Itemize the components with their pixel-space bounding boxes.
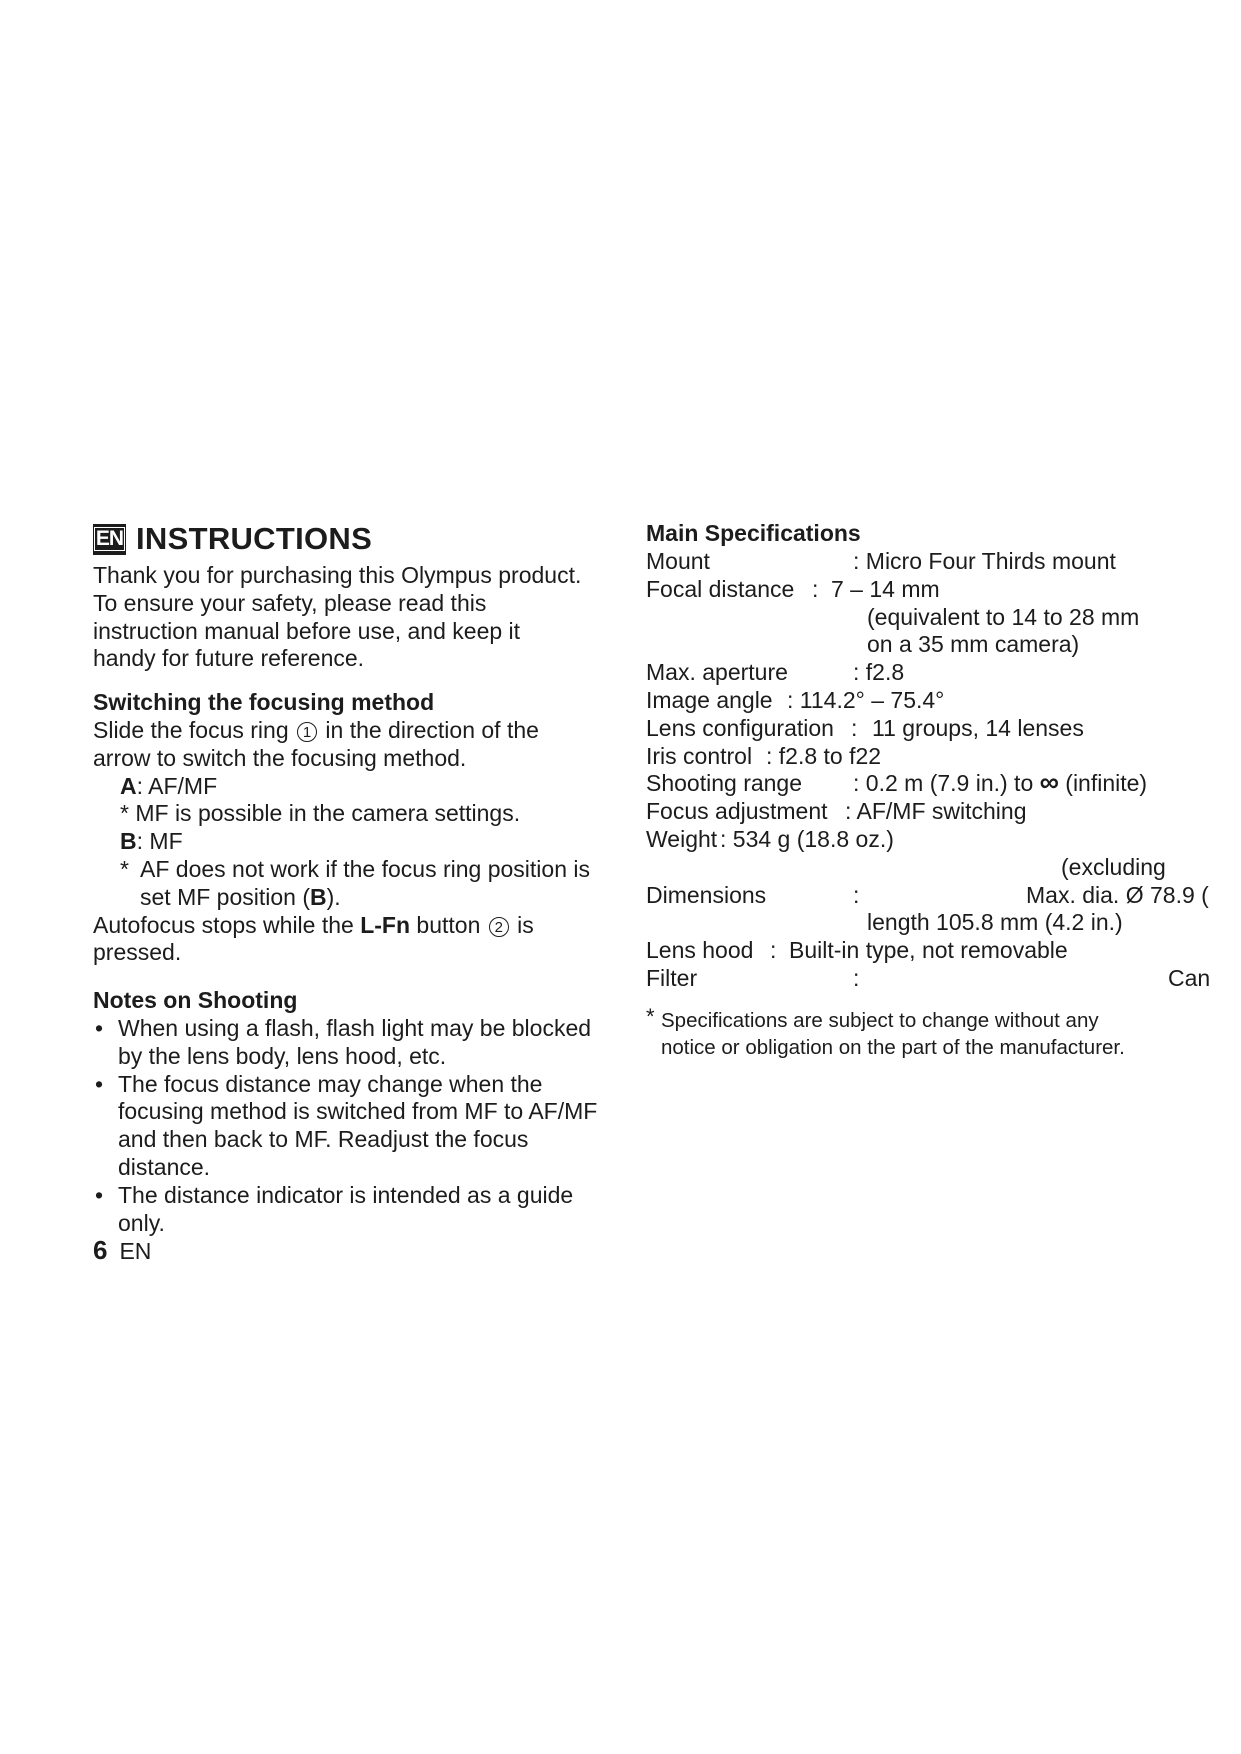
option-a-note: * MF is possible in the camera settings. [120,800,521,827]
switching-line: Slide the focus ring 1 in the direction of the [93,716,539,743]
notes-heading: Notes on Shooting [93,987,298,1014]
intro-line: handy for future reference. [93,645,365,672]
page-number: 6 [93,1235,108,1265]
spec-row-weight-cont: (excluding [1061,853,1166,880]
spec-row-filter: Filter : Can [646,964,1211,991]
bullet-icon: • [95,1181,104,1208]
spec-row-lens-config: Lens configuration : 11 groups, 14 lenses [646,714,1084,741]
specifications-column [646,520,1241,1062]
switching-heading: Switching the focusing method [93,689,435,716]
bullet-icon: • [95,1070,104,1097]
instructions-column [93,520,613,1237]
spec-row-dimensions: Dimensions : Max. dia. Ø 78.9 ( [646,881,1209,908]
switching-line: arrow to switch the focusing method. [93,744,467,771]
notes-list [93,1015,613,1237]
spec-row-iris: Iris control : f2.8 to f22 [646,742,882,769]
option-a: A: AF/MF [120,772,218,799]
page-title: INSTRUCTIONS [136,521,373,557]
spec-row-focal-cont: (equivalent to 14 to 28 mm [867,603,1140,630]
specs-heading: Main Specifications [646,520,861,546]
autofocus-line: pressed. [93,939,182,966]
spec-row-angle: Image angle : 114.2° – 75.4° [646,686,945,713]
infinity-icon: ∞ [1039,767,1059,798]
language-badge: EN [93,524,126,555]
spec-row-hood: Lens hood : Built-in type, not removable [646,937,1068,964]
list-item: • When using a flash, flash light may be blocked by the lens body, lens hood, etc. [95,1014,592,1069]
page-footer [93,1235,151,1266]
spec-row-focus: Focus adjustment : AF/MF switching [646,798,1027,825]
list-item: • The focus distance may change when the focusing method is switched from MF to AF/MF and then back to MF. Readjust the focus distance. [95,1070,598,1180]
focus-ring-marker: 1 [297,722,317,742]
intro-paragraph [93,562,613,673]
spec-row-aperture: Max. aperture : f2.8 [646,659,905,686]
bullet-icon: • [95,1014,104,1041]
option-b-note: * AF does not work if the focus ring position is set MF position (B). [120,855,590,910]
spec-row-focal-cont: on a 35 mm camera) [867,631,1080,658]
page-language: EN [119,1238,152,1264]
autofocus-line: Autofocus stops while the L-Fn button 2 is [93,911,534,938]
section-title [93,520,613,558]
list-item: • The distance indicator is intended as a guide only. [95,1181,574,1236]
intro-line: instruction manual before use, and keep it [93,617,521,644]
intro-line: To ensure your safety, please read this [93,589,487,616]
option-b: B: MF [120,828,183,855]
lfn-button-marker: 2 [489,917,509,937]
switching-section [93,689,613,967]
spec-row-focal: Focal distance : 7 – 14 mm [646,575,940,602]
intro-line: Thank you for purchasing this Olympus product. [93,562,582,588]
notes-section [93,987,613,1237]
spec-row-dimensions-cont: length 105.8 mm (4.2 in.) [867,909,1123,936]
specs-footnote: * Specifications are subject to change without any notice or obligation on the part of the manufacturer. [646,1003,1125,1060]
spec-row-weight: Weight : 534 g (18.8 oz.) [646,825,894,852]
spec-row-mount: Mount : Micro Four Thirds mount [646,548,1116,574]
spec-row-shooting: Shooting range : 0.2 m (7.9 in.) to ∞ (infinite) [646,767,1148,798]
